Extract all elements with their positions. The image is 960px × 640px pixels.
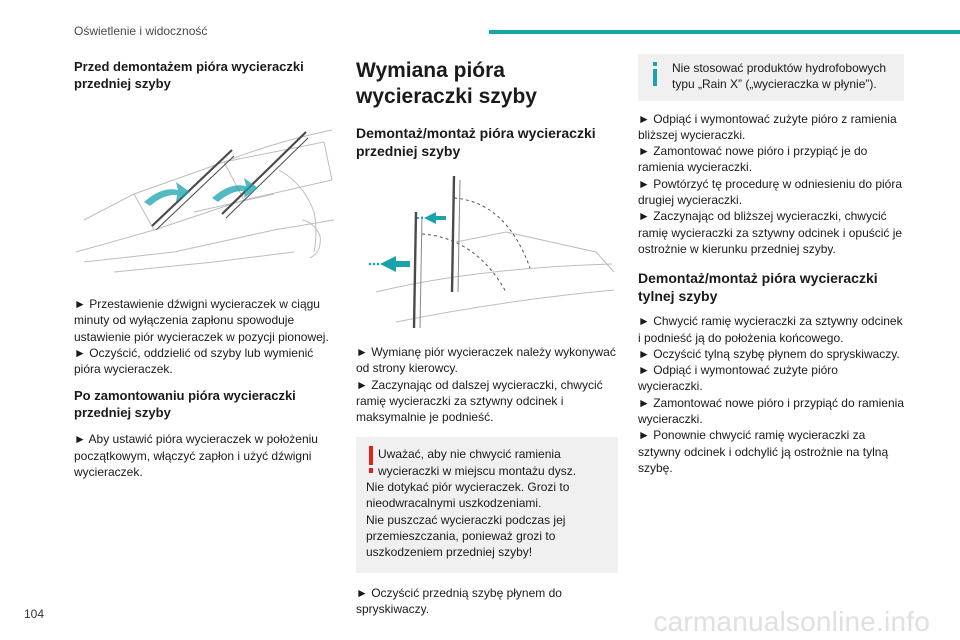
instruction-lift-arm: ► Zaczynając od dalszej wycieraczki, chwycić ramię wycieraczki za sztywny odcinek i maksymalnie je podnieść. (356, 377, 603, 425)
warning-exclamation-icon (366, 446, 376, 474)
section-title: Oświetlenie i widoczność (74, 24, 208, 38)
instruction-initial-position: ► Aby ustawić pióra wycieraczek w położeniu początkowym, włączyć zapłon i użyć dźwigni wycieraczek. (74, 432, 318, 480)
instruction-rear-lower: ► Ponownie chwycić ramię wycieraczki za sztywny odcinek i odchylić ją ostrożnie na tylną szybę. (638, 428, 889, 475)
column-1 (74, 58, 336, 480)
column-3 (638, 54, 904, 476)
column-2 (356, 58, 618, 617)
page-number: 104 (24, 607, 45, 621)
heading-front-wiper: Demontaż/montaż pióra wycieraczki przedniej szyby (356, 125, 596, 159)
instruction-driver-side: ► Wymianę piór wycieraczek należy wykonywać od strony kierowcy. (356, 345, 616, 376)
info-text: Nie stosować produktów hydrofobowych typu „Rain X” („wycieraczka w płynie”). (672, 61, 887, 92)
info-box (638, 54, 904, 101)
warning-line-1: Uważać, aby nie chwycić ramienia wycieraczki w miejscu montażu dysz. (378, 447, 577, 478)
wiper-arm-lift-illustration (356, 172, 618, 332)
watermark: carmanualsonline.info (653, 606, 930, 637)
instruction-repeat: ► Powtórzyć tę procedurę w odniesieniu do pióra drugiej wycieraczki. (638, 176, 903, 208)
warning-line-2: Nie dotykać piór wycieraczek. Grozi to nieodwracalnymi uszkodzeniami. (366, 480, 570, 511)
instruction-lever: ► Przestawienie dźwigni wycieraczek w ciągu minuty od wyłączenia zapłonu spowoduje ustawienie piór wycieraczek w pozycji pionowej. (74, 297, 329, 344)
instruction-clean: ► Oczyścić, oddzielić od szyby lub wymienić pióra wycieraczek. (74, 345, 314, 377)
main-title: Wymiana pióra wycieraczki szyby (356, 59, 537, 108)
instruction-lower-arm: ► Zaczynając od bliższej wycieraczki, chwycić ramię wycieraczki za sztywny odcinek i opuścić je ostrożnie w kierunku przedniej szyby. (638, 209, 903, 256)
instruction-detach-blade: ► Odpiąć i wymontować zużyte pióro z ramienia bliższej wycieraczki. (638, 111, 897, 142)
heading-after-installation: Po zamontowaniu pióra wycieraczki przedniej szyby (74, 388, 296, 421)
info-icon (650, 62, 660, 86)
warning-line-3: Nie puszczać wycieraczki podczas jej przemieszczania, ponieważ grozi to uszkodzeniem przedniej szyby! (366, 512, 566, 560)
windshield-wipers-illustration (74, 102, 336, 278)
heading-rear-wiper: Demontaż/montaż pióra wycieraczki tylnej szyby (638, 270, 878, 305)
instruction-rear-detach: ► Odpiąć i wymontować zużyte pióro wycieraczki. (638, 363, 838, 394)
instruction-clean-windshield: ► Oczyścić przednią szybę płynem do spryskiwaczy. (356, 585, 562, 616)
warning-box (356, 437, 618, 572)
instruction-rear-clean: ► Oczyścić tylną szybę płynem do spryskiwaczy. (638, 346, 900, 361)
instruction-rear-lift: ► Chwycić ramię wycieraczki za sztywny odcinek i podnieść ją do położenia końcowego. (638, 314, 903, 345)
heading-before-removal: Przed demontażem pióra wycieraczki przedniej szyby (74, 59, 304, 91)
instruction-attach-new-blade: ► Zamontować nowe pióro i przypiąć je do ramienia wycieraczki. (638, 144, 868, 175)
header-accent-bar (489, 30, 960, 34)
instruction-rear-attach: ► Zamontować nowe pióro i przypiąć do ramienia wycieraczki. (638, 395, 904, 427)
